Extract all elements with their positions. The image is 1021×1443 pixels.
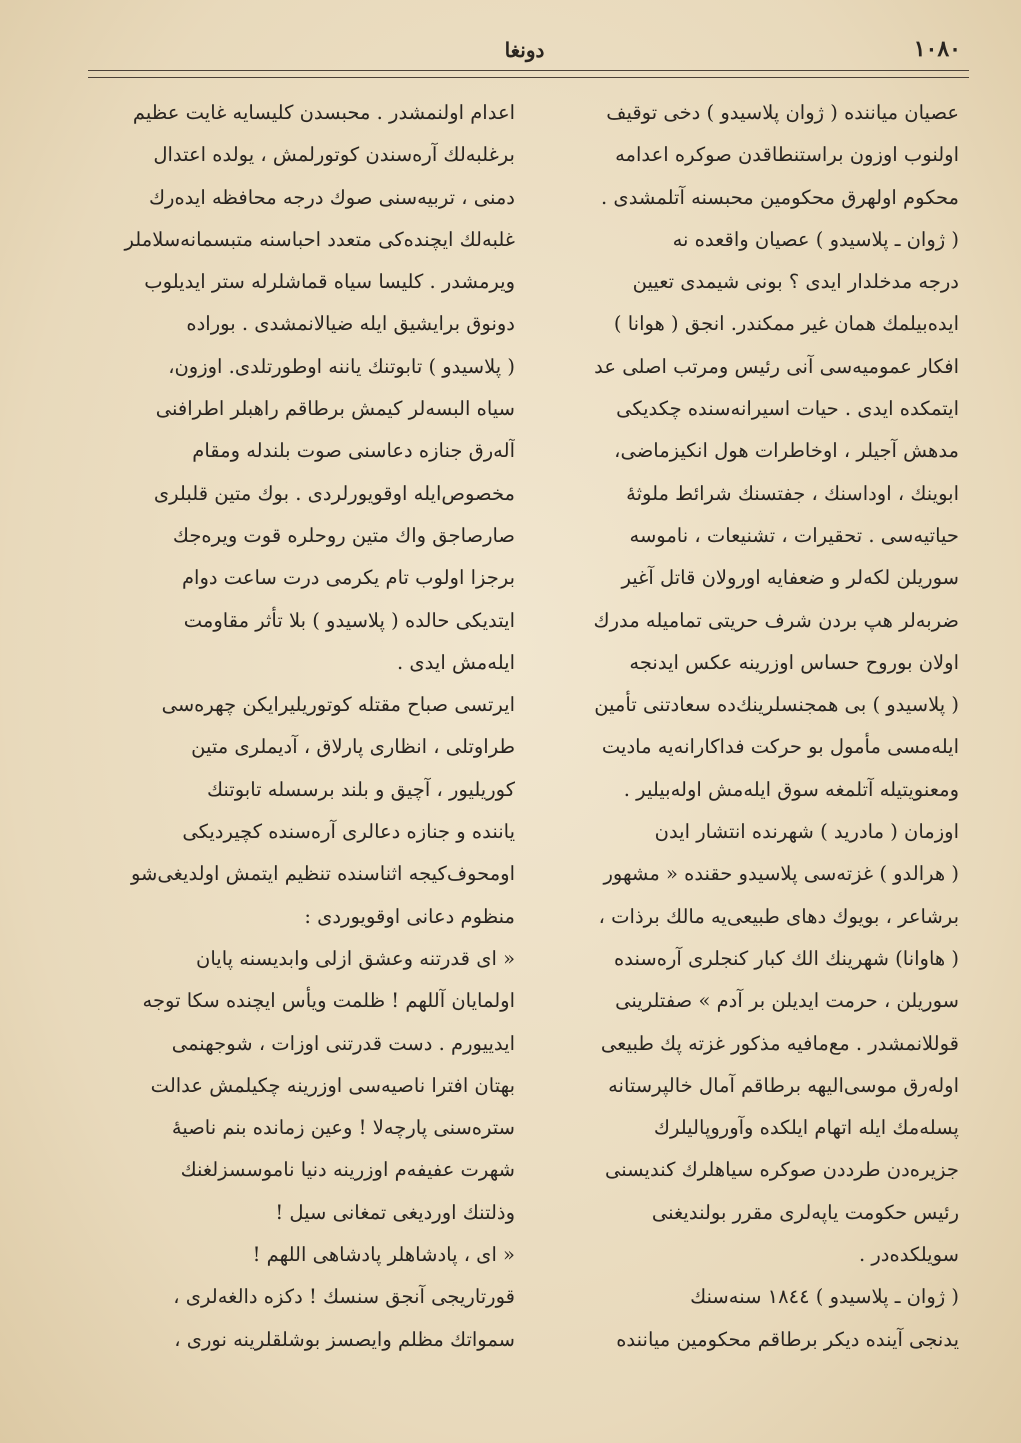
text-line: اعدام اولنمشدر . محبسدن کلیسایه غایت عظیم xyxy=(132,101,515,124)
text-line: دمنی ، تربیه‌سنی صوك درجه محافظه ایده‌رك xyxy=(148,185,515,209)
text-line: دونوق برایشیق ایله ضیالانمشدی . بورادە xyxy=(186,312,515,336)
text-line: ضربه‌لر هپ بردن شرف حریتی تمامیله مدرك xyxy=(593,608,959,632)
text-line: درجه مدخلدار ایدی ؟ بونی شیمدی تعیین xyxy=(632,270,959,294)
text-line: یدنجی آینده دیکر برطاقم محکومین میاننده xyxy=(616,1327,959,1351)
text-line: جزیره‌دن طرددن صوکره سیاهلرك کندیسنی xyxy=(605,1158,959,1182)
text-line: اولان بوروح حساس اوزرینه عکس ایدنجه xyxy=(629,650,959,674)
text-line: اومحوف‌کیجه اثناسنده تنظیم ایتمش اولدیغی‌شو xyxy=(130,862,515,886)
text-line: ( پلاسیدو ) بی همجنسلرینك‌ده سعادتنی تأمین xyxy=(594,693,959,717)
text-line: وذلتنك اوردیغی تمغانی سیل ! xyxy=(275,1200,515,1224)
text-line: طراوتلی ، انظاری پارلاق ، آدیملری متین xyxy=(191,735,515,759)
text-line: برغلبه‌لك آره‌سندن کوتورلمش ، یولده اعتدال xyxy=(153,143,515,167)
text-line: آله‌رق جنازه دعاسنی صوت بلندله ومقام xyxy=(192,439,515,463)
text-line: سوریلن لکه‌لر و ضعفایه اورولان قاتل آغیر xyxy=(621,566,959,590)
page-header xyxy=(88,30,961,70)
text-line: افکار عمومیه‌سی آنی رئیس ومرتب اصلی عد xyxy=(594,354,959,378)
text-line: قورتاریجی آنجق سنسك ! دکزه دالغه‌لری ، xyxy=(173,1285,515,1309)
text-line: ایله‌مسی مأمول بو حرکت فداکارانه‌یه مادیت xyxy=(601,735,959,759)
text-line: سوریلن ، حرمت ایدیلن بر آدم » صفتلرینی xyxy=(615,989,959,1013)
text-line: ابوینك ، اوداسنك ، جفتسنك شرائط ملوثهٔ xyxy=(626,481,959,505)
text-line: ( هرالدو ) غزته‌سی پلاسیدو حقنده « مشهور xyxy=(603,862,959,886)
text-line: ( ژوان ـ پلاسیدو ) عصیان واقعده نه xyxy=(672,227,959,251)
text-line: برشاعر ، بویوك دهای طبیعی‌یه مالك برذات ، xyxy=(598,904,959,928)
running-title: دونغا xyxy=(504,38,545,62)
text-line: « ای ، پادشاهلر پادشاهی اللهم ! xyxy=(252,1243,515,1267)
text-line: سیاه البسه‌لر کیمش برطاقم راهبلر اطرافنی xyxy=(155,397,515,421)
text-line: سترەسنی پارچه‌لا ! وعین زمانده بنم ناصیهٔ xyxy=(171,1116,515,1140)
text-line: « ای قدرتنه وعشق ازلی وابدیسنه پایان xyxy=(196,946,515,970)
left-text-column xyxy=(95,92,515,1357)
text-line: قوللانمشدر . مع‌مافیه مذکور غزته پك طبیعی xyxy=(600,1031,959,1055)
text-line: ایده‌بیلمك همان غیر ممکندر. انجق ( هوانا ) xyxy=(613,312,959,336)
text-line: اوزمان ( مادرید ) شهرنده انتشار ایدن xyxy=(654,820,959,844)
text-line: رئیس حکومت یاپه‌لری مقرر بولندیغنی xyxy=(651,1200,959,1224)
text-line: اولمایان آللهم ! ظلمت ویأس ایچنده سکا توجه xyxy=(142,989,515,1013)
text-line: ایرتسی صباح مقتله کوتوریلیرایکن چهره‌سی xyxy=(161,693,515,717)
text-line: ایتدیکی حالده ( پلاسیدو ) بلا تأثر مقاومت xyxy=(183,608,515,632)
text-line: شهرت عفیفه‌م اوزرینه دنیا ناموسسزلغنك xyxy=(180,1158,515,1182)
text-line: منظوم دعانی اوقویوردی : xyxy=(304,904,515,928)
text-line: سویلکده‌در . xyxy=(858,1243,959,1267)
page-number: ١٠٨٠ xyxy=(913,36,961,62)
text-line: ایله‌مش ایدی . xyxy=(397,650,515,674)
text-line: عصیان میاننده ( ژوان پلاسیدو ) دخی توقیف xyxy=(606,101,959,124)
text-line: یاننده و جنازه دعالری آره‌سنده کچیردیکی xyxy=(182,820,515,844)
text-line: کوریلیور ، آچیق و بلند برسسله تابوتنك xyxy=(206,777,515,801)
text-line: مدهش آجیلر ، اوخاطرات هول انکیزماضی، xyxy=(614,439,959,463)
text-line: اولنوب اوزون براستنطاقدن صوکره اعدامه xyxy=(615,143,959,167)
text-line: غلبه‌لك ایچنده‌کی متعدد احباسنه متبسمانه‌سلاملر xyxy=(124,227,515,251)
text-line: ( هاوانا) شهرینك الك کبار کنجلری آره‌سنده xyxy=(614,946,959,970)
text-line: سمواتك مظلم وایصسز بوشلقلرینه نوری ، xyxy=(174,1327,515,1351)
text-line: ( پلاسیدو ) تابوتنك یاننه اوطورتلدی. اوزون، xyxy=(168,354,515,378)
header-rule xyxy=(88,70,969,78)
text-line: صارصاجق واك متین روحلره قوت ویره‌جك xyxy=(172,523,515,547)
text-line: بهتان افترا ناصیه‌سی اوزرینه چکیلمش عدالت xyxy=(150,1073,515,1097)
text-line: ( ژوان ـ پلاسیدو ) ١٨٤٤ سنه‌سنك xyxy=(690,1285,959,1309)
text-line: مخصوص‌ایله اوقویورلردی . بوك متین قلبلری xyxy=(153,481,515,505)
text-line: برجزا اولوب تام یکرمی درت ساعت دوام xyxy=(181,566,515,590)
text-line: ایدییورم . دست قدرتنی اوزات ، شوجهنمی xyxy=(171,1031,515,1055)
right-text-column xyxy=(539,92,959,1382)
text-line: ویرمشدر . کلیسا سیاه قماشلرله ستر ایدیلوب xyxy=(144,270,515,294)
text-line: حیاتیه‌سی . تحقیرات ، تشنیعات ، ناموسه xyxy=(629,523,959,547)
text-line: اوله‌رق موسی‌الیهه برطاقم آمال خالپرستانه xyxy=(608,1073,959,1097)
text-line: ایتمکده ایدی . حیات اسیرانه‌سنده چکدیکی xyxy=(616,397,959,421)
text-line: محکوم اولهرق محکومین محبسنه آتلمشدی . xyxy=(601,185,959,209)
text-line: ومعنویتیله آتلمغه سوق ایله‌مش اوله‌بیلیر . xyxy=(623,777,959,801)
text-line: پسله‌مك ایله اتهام ایلکده وآوروپالیلرك xyxy=(653,1116,959,1140)
